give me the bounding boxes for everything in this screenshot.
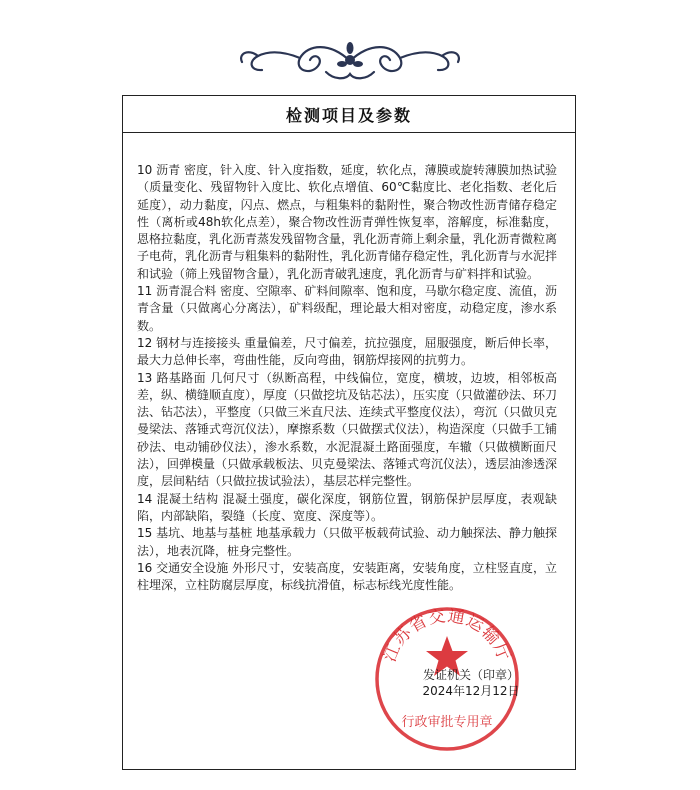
decorative-ornament: [230, 38, 470, 84]
list-item: 10 沥青 密度，针入度、针入度指数，延度，软化点，薄膜或旋转薄膜加热试验（质量变化、残留物针入度比、软化点增值、60℃黏度比、老化指数、老化后延度），动力黏度，闪点、燃点，与粗集料的黏附性，聚合物改性沥青储存稳定性（离析或48h软化点差），聚合物改性沥青弹性恢复率，溶解度，标准黏度，恩格拉黏度，乳化沥青蒸发残留物含量，乳化沥青筛上剩余量，乳化沥青微粒离子电荷，乳化沥青与粗集料的黏附性，乳化沥青储存稳定性，乳化沥青与水泥拌和试验（筛上残留物含量），乳化沥青破乳速度，乳化沥青与矿料拌和试验。: [137, 163, 558, 281]
items-list: [137, 162, 557, 594]
issuer-block: [416, 667, 526, 699]
list-item: 14 混凝土结构 混凝土强度，碳化深度，钢筋位置，钢筋保护层厚度，表观缺陷，内部缺陷，裂缝（长度、宽度、深度等）。: [137, 491, 557, 523]
issuer-label: 发证机关（印章）: [422, 668, 519, 682]
seal-bottom-text: 行政审批专用章: [401, 715, 493, 730]
list-item: 16 交通安全设施 外形尺寸，安装高度，安装距离，安装角度，立柱竖直度，立柱埋深，立柱防腐层厚度，标线抗滑值，标志标线光度性能。: [137, 560, 557, 593]
list-item: 13 路基路面 几何尺寸（纵断高程，中线偏位，宽度，横坡，边坡，相邻板高差，纵、横缝顺直度），厚度（只做挖坑及钻芯法），压实度（只做灌砂法、环刀法、钻芯法），平整度（只做三米直尺法、连续式平整度仪法），弯沉（只做贝克曼梁法、落锤式弯沉仪法），摩擦系数（只做摆式仪法），构造深度（只做手工铺砂法、电动铺砂仪法），渗水系数，水泥混凝土路面强度，车辙（只做横断面尺法），回弹模量（只做承载板法、贝克曼梁法、落锤式弯沉仪法），透层油渗透深度，层间粘结（只做拉拔试验法），基层芯样完整性。: [137, 370, 558, 489]
page-title: 检测项目及参数: [123, 96, 575, 133]
list-item: 12 钢材与连接接头 重量偏差，尺寸偏差，抗拉强度，屈服强度，断后伸长率，最大力总伸长率，弯曲性能，反向弯曲，钢筋焊接网的抗剪力。: [137, 335, 557, 368]
list-item: 11 沥青混合料 密度、空隙率、矿料间隙率、饱和度，马歇尔稳定度、流值，沥青含量（只做离心分离法），矿料级配，理论最大相对密度，动稳定度，渗水系数。: [137, 284, 557, 333]
seal-top-text: 江苏省交通运输厅: [379, 606, 515, 665]
list-item: 15 基坑、地基与基桩 地基承载力（只做平板载荷试验、动力触探法、静力触探法），地表沉降，桩身完整性。: [137, 526, 557, 558]
issue-date: 2024年12月12日: [422, 684, 520, 698]
